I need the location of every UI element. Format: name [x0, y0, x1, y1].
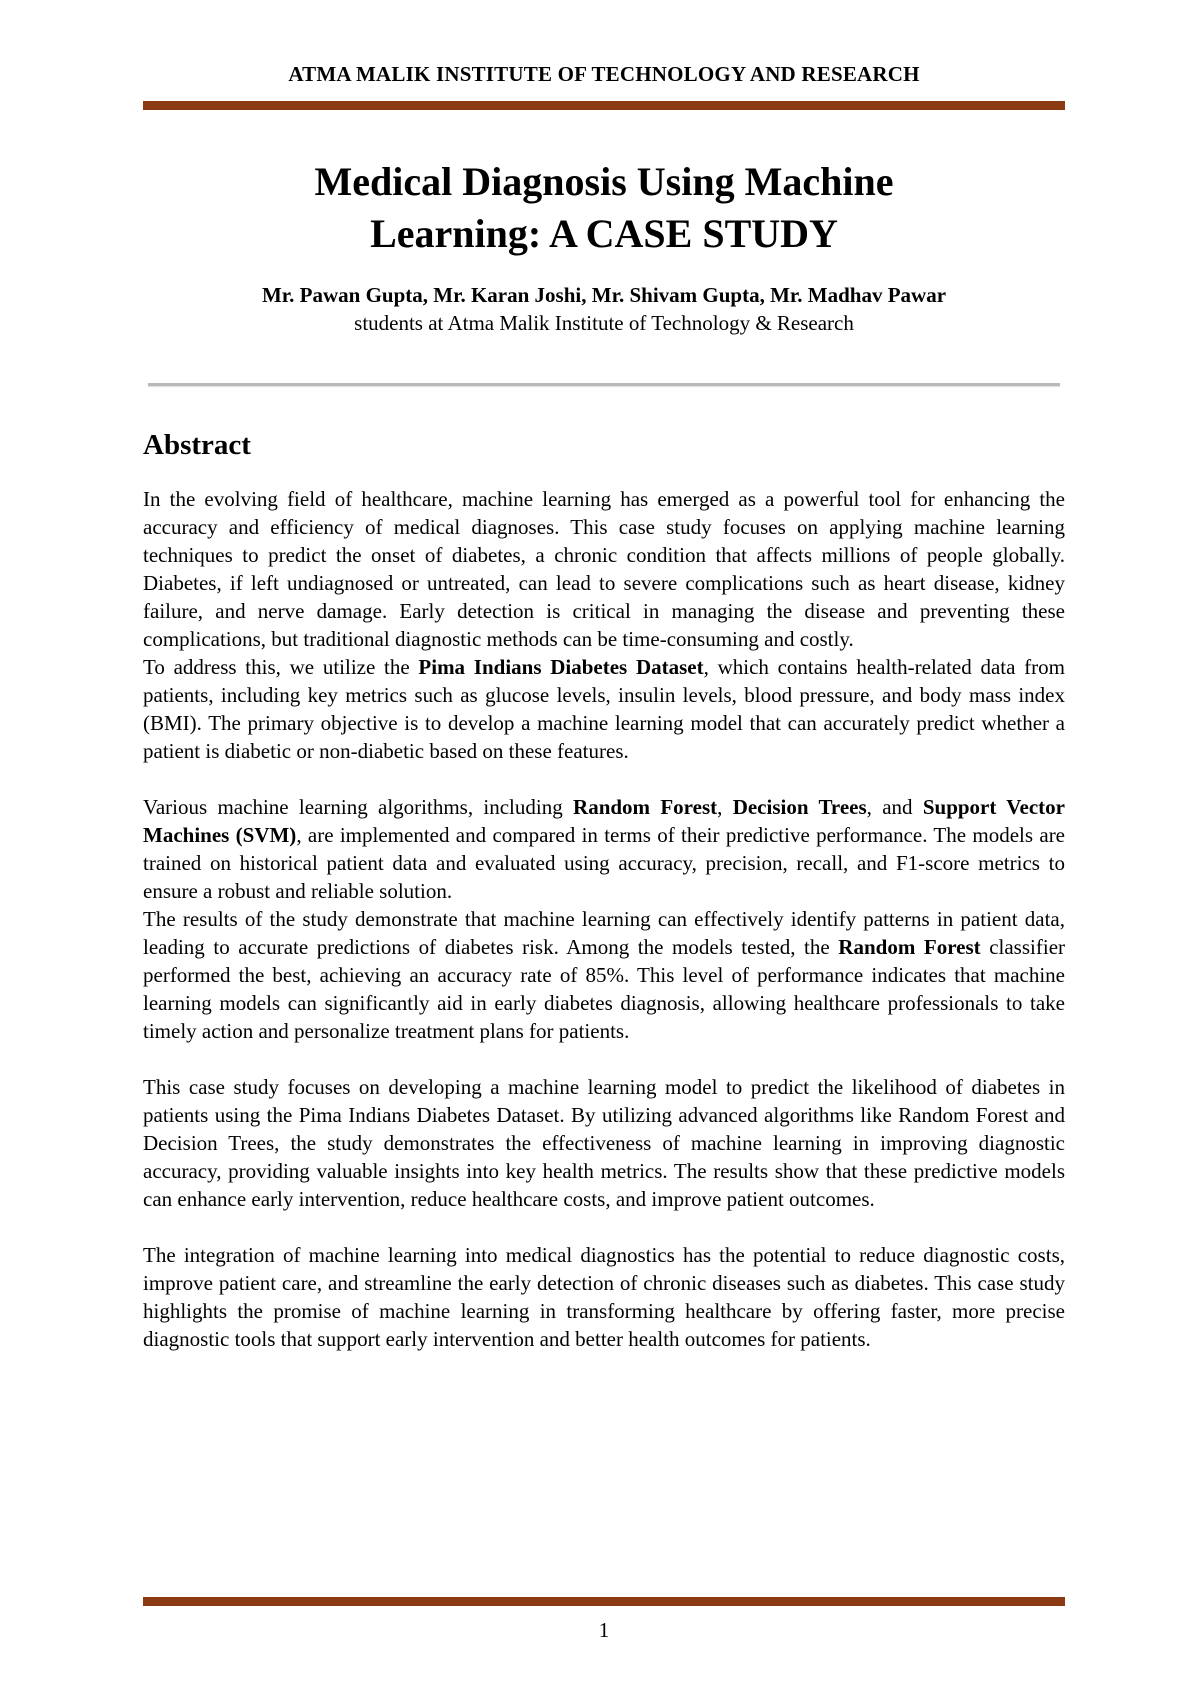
abstract-paragraph-4 [143, 905, 1065, 1045]
separator-rule [148, 383, 1060, 386]
title-line-1: Medical Diagnosis Using Machine [314, 159, 894, 204]
text-run: Various machine learning algorithms, including [143, 795, 574, 819]
running-header: ATMA MALIK INSTITUTE OF TECHNOLOGY AND RESEARCH [288, 62, 920, 86]
dataset-name: Pima Indians Diabetes Dataset [418, 655, 704, 679]
algorithm-name: Support Vector Machines (SVM) [143, 795, 1065, 847]
algorithm-name: Random Forest [573, 795, 718, 819]
abstract-heading: Abstract [143, 429, 251, 461]
algorithm-name: Decision Trees [732, 795, 867, 819]
abstract-paragraph-5: This case study focuses on developing a machine learning model to predict the likelihood of diabetes in patients using the Pima Indians Diabetes Dataset. By utilizing advanced algorithms like Random Forest and Decision Trees, the study demonstrates the effectiveness of machine learning in improving diagnostic accuracy, providing valuable insights into key health metrics. The results show that these predictive models can enhance early intervention, reduce healthcare costs, and improve patient outcomes. [143, 1075, 1065, 1211]
abstract-paragraph-1: In the evolving field of healthcare, machine learning has emerged as a powerful tool for enhancing the accuracy and efficiency of medical diagnoses. This case study focuses on applying machine learning techniques to predict the onset of diabetes, a chronic condition that affects millions of people globally. Diabetes, if left undiagnosed or untreated, can lead to severe complications such as heart disease, kidney failure, and nerve damage. Early detection is critical in managing the disease and preventing these complications, but traditional diagnostic methods can be time-consuming and costly. [143, 487, 1065, 651]
algorithm-name: Random Forest [838, 935, 981, 959]
author-affiliation: students at Atma Malik Institute of Technology & Research [354, 311, 854, 335]
abstract-body [143, 485, 1065, 1353]
abstract-paragraph-3 [143, 793, 1065, 905]
text-run: classifier performed the best, achieving an accuracy rate of 85%. This level of performance indicates that machine learning models can significantly aid in early diabetes diagnosis, allowing healthcare professionals to take timely action and personalize treatment plans for patients. [143, 935, 1066, 1043]
footer-rule [143, 1597, 1065, 1606]
text-run: The results of the study demonstrate that machine learning can effectively identify patterns in patient data, leading to accurate predictions of diabetes risk. Among the models tested, the [143, 907, 1065, 959]
author-list: Mr. Pawan Gupta, Mr. Karan Joshi, Mr. Shivam Gupta, Mr. Madhav Pawar [261, 283, 947, 307]
text-run: To address this, we utilize the [143, 655, 419, 679]
paper-title [143, 156, 1065, 260]
abstract-paragraph-6: The integration of machine learning into medical diagnostics has the potential to reduce diagnostic costs, improve patient care, and streamline the early detection of chronic diseases such as diabetes. This case study highlights the promise of machine learning in transforming healthcare by offering faster, more precise diagnostic tools that support early intervention and better health outcomes for patients. [143, 1243, 1065, 1351]
abstract-paragraph-2 [143, 653, 1065, 765]
text-run: , [717, 795, 733, 819]
text-run: , which contains health-related data from patients, including key metrics such as glucose levels, insulin levels, blood pressure, and body mass index (BMI). The primary objective is to develop a machine learning model that can accurately predict whether a patient is diabetic or non-diabetic based on these features. [143, 655, 1065, 763]
header-rule [143, 101, 1065, 110]
page-number: 1 [598, 1618, 610, 1642]
title-line-2: Learning: A CASE STUDY [370, 211, 838, 256]
text-run: , and [866, 795, 923, 819]
text-run: , are implemented and compared in terms of their predictive performance. The models are trained on historical patient data and evaluated using accuracy, precision, recall, and F1-score metrics to ensure a robust and reliable solution. [143, 823, 1066, 903]
